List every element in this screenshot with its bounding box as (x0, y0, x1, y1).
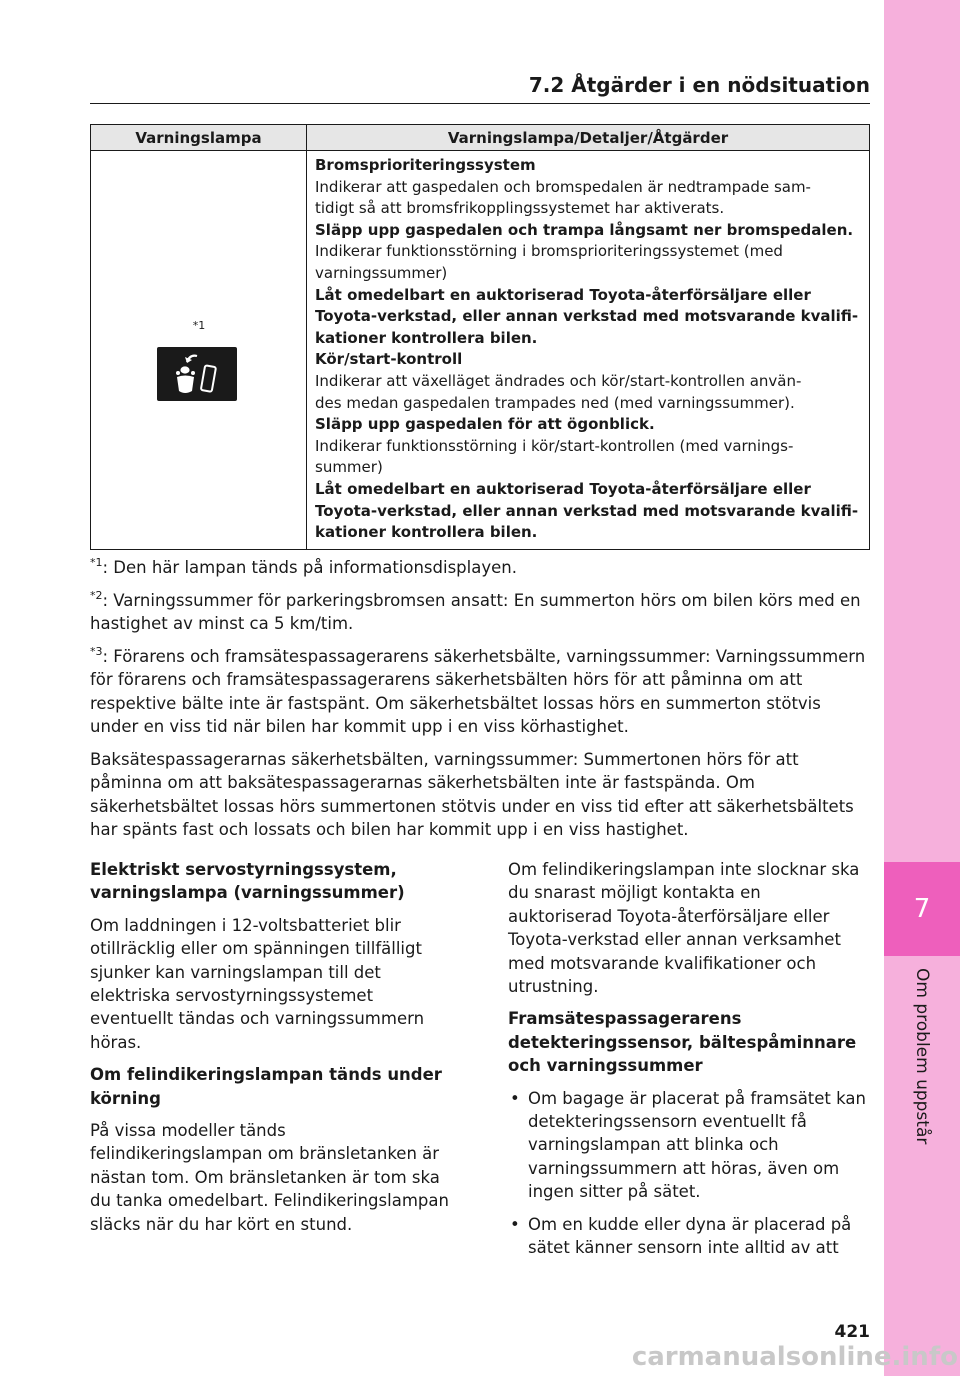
paragraph: Om laddningen i 12-voltsbatteriet blir otillräcklig eller om spänningen tillfälligt sjunker kan varningslampan till det elektriska servostyrningssystemet eventuellt tändas och varningssummern höras. (90, 915, 425, 1052)
right-column (508, 858, 870, 1269)
bullet-list (508, 1087, 870, 1260)
detail-line: kationer kontrollera bilen. (315, 523, 538, 542)
table-row (91, 151, 869, 549)
left-column (90, 858, 460, 1245)
footnote-mark: *3 (90, 644, 103, 658)
footnote (90, 589, 870, 636)
chapter-number-box (884, 862, 960, 956)
chapter-side-tab (884, 0, 960, 1376)
detail-line: Toyota-verkstad, eller annan verkstad med motsvarande kvalifi- (315, 501, 859, 520)
list-item-text: Om en kudde eller dyna är placerad på sätet känner sensorn inte alltid av att (528, 1214, 852, 1258)
detail-line: Låt omedelbart en auktoriserad Toyota-återförsäljare eller (315, 479, 811, 498)
pedal-warning-icon (157, 347, 237, 401)
page-header (90, 70, 870, 104)
detail-line: Släpp upp gaspedalen för att ögonblick. (315, 415, 655, 434)
table-header-row (91, 125, 869, 151)
detail-line: summer) (315, 458, 383, 477)
list-item-text: Om bagage är placerat på framsätet kan detekteringssensorn eventuellt få varningslampan att blinka och varningssummern att höras, även om ingen sitter på sätet. (528, 1088, 866, 1202)
lamp-icon-cell (91, 151, 307, 549)
detail-line: Indikerar att växelläget ändrades och kör/start-kontrollen använ- (315, 371, 802, 390)
detail-line: kationer kontrollera bilen. (315, 328, 538, 347)
right-heading: Framsätespassagerarens detekteringssensor, bältespåminnare och varningssummer (508, 1009, 857, 1076)
detail-line: Indikerar funktionsstörning i bromsprioriteringssystemet (med (315, 242, 783, 261)
footnote-text: Baksätespassagerarnas säkerhetsbälten, varningssummer: Summertonen hörs för att påminna om att baksätespassagerarnas säkerhetsbälten inte är fastspända. Om säkerhetsbältet lossas hörs summertonen stötvis under en viss tid efter att säkerhetsbältets har spänts fast och lossats och bilen har kommit upp i en viss hastighet. (90, 749, 854, 839)
chapter-number: 7 (913, 894, 931, 924)
footnote (90, 556, 870, 580)
footnotes (90, 556, 870, 851)
footnote-mark: *1 (90, 556, 103, 569)
table-header-details: Varningslampa/Detaljer/Åtgärder (447, 129, 729, 147)
detail-line: des medan gaspedalen trampades ned (med varningssummer). (315, 393, 795, 412)
footnote-mark: *2 (90, 588, 103, 602)
footnote (90, 645, 870, 739)
detail-line: Kör/start-kontroll (315, 350, 463, 369)
section-title: 7.2 Åtgärder i en nödsituation (528, 73, 870, 97)
detail-line: Toyota-verkstad, eller annan verkstad med motsvarande kvalifi- (315, 307, 859, 326)
footnote-text: : Varningssummer för parkeringsbromsen ansatt: En summerton hörs om bilen körs med en hastighet av minst ca 5 km/tim. (90, 590, 861, 633)
subheading: Elektriskt servostyrningssystem, varningslampa (varningssummer) (90, 860, 405, 903)
detail-line: varningssummer) (315, 263, 448, 282)
detail-line: Indikerar att gaspedalen och bromspedalen är nedtrampade sam- (315, 177, 811, 196)
paragraph: På vissa modeller tänds felindikeringslampan om bränsletanken är nästan tom. Om bränsletanken är tom ska du tanka omedelbart. Felindikeringslampan släcks när du har kört en stund. (90, 1121, 449, 1234)
watermark: carmanualsonline.info (631, 1342, 958, 1372)
list-item (508, 1087, 870, 1204)
lamp-details-cell (307, 151, 869, 549)
table-header-lamp: Varningslampa (91, 125, 307, 150)
page-number: 421 (834, 1322, 870, 1342)
footnote-text: : Den här lampan tänds på informationsdisplayen. (102, 558, 517, 577)
right-paragraph: Om felindikeringslampan inte slocknar ska du snarast möjligt kontakta en auktoriserad Toyota-återförsäljare eller Toyota-verkstad eller annan verksamhet med motsvarande kvalifikationer och utrustning. (508, 860, 860, 997)
footnote-text: : Förarens och framsätespassagerarens säkerhetsbälte, varningssummer: Varningssummern för förarens och framsätespassagerarens säkerhetsbälten hörs för att påminna om att respektive bälte inte är fastspänt. Om säkerhetsbältet lossas hörs en summerton stötvis under en viss tid när bilen har kommit upp i en viss körhastighet. (90, 646, 866, 736)
warning-lamp-table (90, 124, 870, 550)
detail-line: Låt omedelbart en auktoriserad Toyota-återförsäljare eller (315, 285, 811, 304)
detail-line: Bromsprioriteringssystem (315, 156, 536, 174)
footnote (90, 748, 870, 842)
list-item (508, 1213, 870, 1260)
icon-footnote-mark: *1 (192, 319, 206, 332)
bullet-mark: • (510, 1088, 520, 1108)
bullet-mark: • (510, 1214, 520, 1234)
detail-line: tidigt så att bromsfrikopplingssystemet har aktiverats. (315, 199, 725, 218)
detail-line: Indikerar funktionsstörning i kör/start-kontrollen (med varnings- (315, 436, 794, 455)
subheading: Om felindikeringslampan tänds under körning (90, 1065, 442, 1108)
chapter-label: Om problem uppstår (912, 968, 932, 1145)
detail-line: Släpp upp gaspedalen och trampa långsamt ner bromspedalen. (315, 220, 854, 239)
